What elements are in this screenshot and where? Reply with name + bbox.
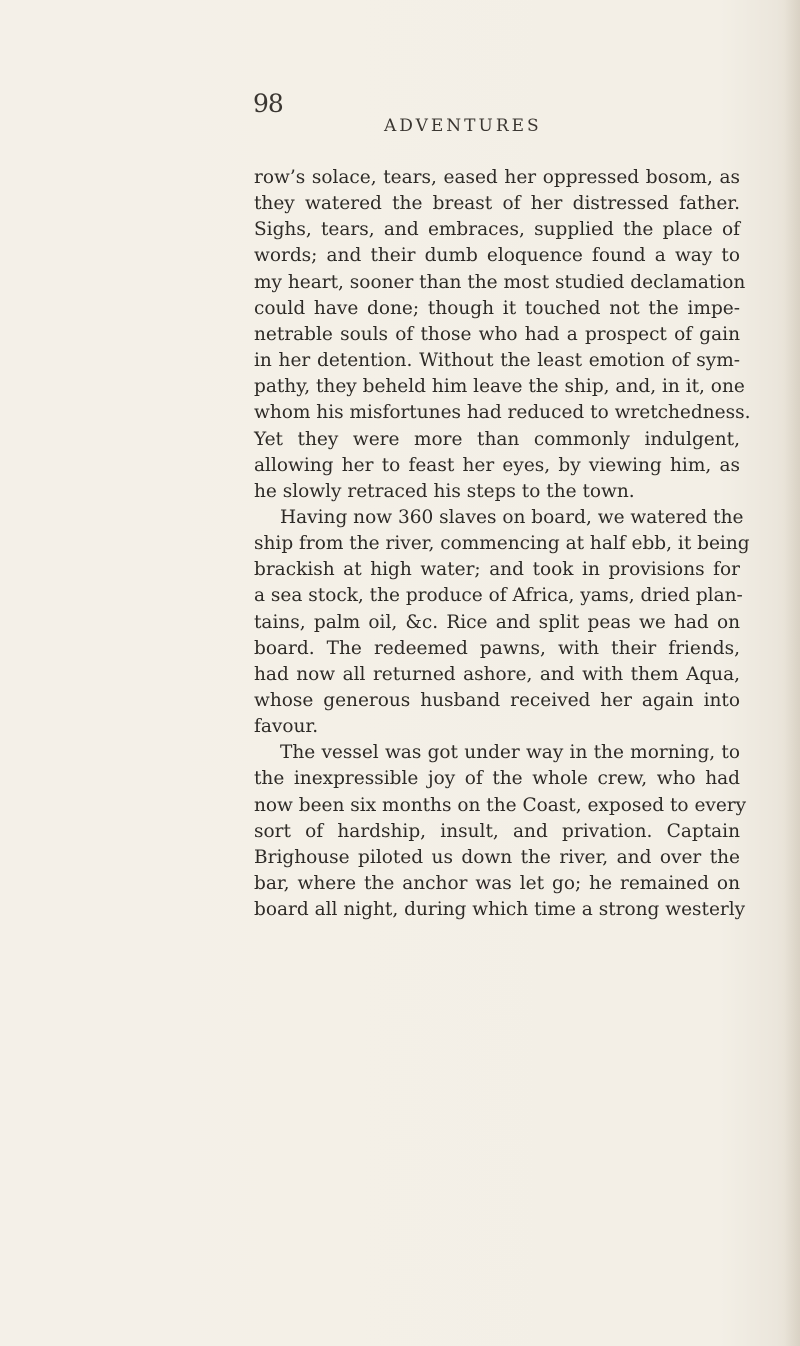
- text-line: Brighouse piloted us down the river, and over the: [254, 846, 740, 868]
- text-line: could have done; though it touched not the impe-: [254, 297, 740, 319]
- text-line: row’s solace, tears, eased her oppressed bosom, as: [254, 167, 740, 188]
- text-line: my heart, sooner than the most studied declamation: [254, 271, 746, 293]
- text-line: in her detention. Without the least emotion of sym-: [254, 350, 740, 372]
- text-line: words; and their dumb eloquence found a way to: [254, 245, 740, 267]
- text-line: bar, where the anchor was let go; he remained on: [254, 873, 740, 895]
- text-line: allowing her to feast her eyes, by viewing him, as: [254, 454, 740, 476]
- text-line: Sighs, tears, and embraces, supplied the place of: [254, 219, 740, 241]
- text-line: board. The redeemed pawns, with their friends,: [254, 637, 740, 659]
- running-head: ADVENTURES: [384, 116, 542, 136]
- page-edge-shadow: [784, 0, 800, 1346]
- text-line: a sea stock, the produce of Africa, yams, dried plan-: [254, 585, 743, 607]
- text-line: pathy, they beheld him leave the ship, and, in it, one: [254, 376, 745, 398]
- text-line: ship from the river, commencing at half ebb, it being: [254, 533, 750, 555]
- text-line: the inexpressible joy of the whole crew, who had: [254, 768, 740, 790]
- text-line: favour.: [254, 716, 319, 738]
- text-line: The vessel was got under way in the morning, to: [280, 742, 740, 764]
- text-line: he slowly retraced his steps to the town.: [254, 480, 635, 502]
- text-line: whose generous husband received her again into: [254, 690, 740, 711]
- text-line: Yet they were more than commonly indulgent,: [254, 428, 740, 450]
- text-line: had now all returned ashore, and with them Aqua,: [254, 663, 740, 685]
- text-line: sort of hardship, insult, and privation. Captain: [254, 820, 740, 842]
- page-number: 98: [253, 89, 283, 118]
- text-line: Having now 360 slaves on board, we watered the: [280, 506, 744, 528]
- text-line: netrable souls of those who had a prospect of gain: [254, 323, 740, 345]
- text-line: now been six months on the Coast, exposed to every: [254, 794, 747, 816]
- text-line: whom his misfortunes had reduced to wretchedness.: [254, 402, 751, 424]
- text-line: brackish at high water; and took in provisions for: [254, 559, 740, 581]
- text-line: they watered the breast of her distressed father.: [254, 193, 740, 215]
- text-line: tains, palm oil, &c. Rice and split peas we had on: [254, 611, 740, 633]
- text-line: board all night, during which time a strong westerly: [254, 899, 746, 921]
